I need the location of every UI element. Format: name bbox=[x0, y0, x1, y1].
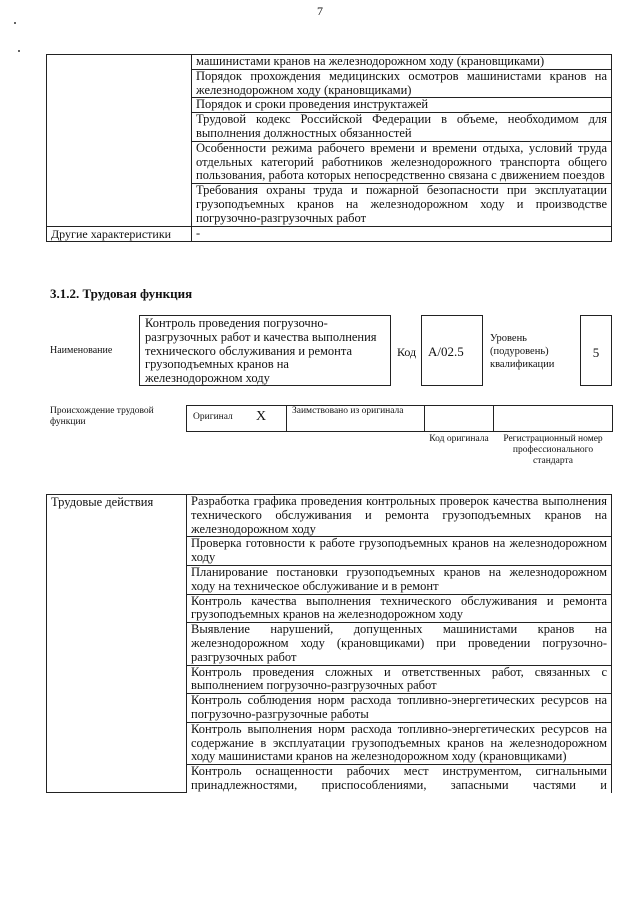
code-origin-caption: Код оригинала bbox=[429, 434, 489, 444]
section-title: 3.1.2. Трудовая функция bbox=[50, 286, 193, 301]
table-cell: машинистами кранов на железнодорожном ходу (крановщиками) bbox=[192, 55, 612, 70]
level-value: 5 bbox=[580, 315, 612, 386]
actions-table bbox=[46, 494, 612, 793]
table-cell: Трудовой кодекс Российской Федерации в объеме, необходимом для выполнения должностных обязанностей bbox=[192, 113, 612, 142]
original-label: Оригинал bbox=[193, 412, 233, 422]
table-cell: Порядок и сроки проведения инструктажей bbox=[192, 98, 612, 113]
borrowed-label: Заимствовано из оригинала bbox=[292, 406, 404, 416]
function-name: Контроль проведения погрузочно-разгрузочных работ и качества выполнения технического обслуживания и ремонта грузоподъемных кранов на железнодорожном ходу bbox=[139, 315, 391, 386]
table-cell: Разработка графика проведения контрольных проверок качества выполнения технического обслуживания и ремонта грузоподъемных кранов на железнодорожном ходу bbox=[187, 495, 612, 537]
reg-number-caption: Регистрационный номер профессионального стандарта bbox=[503, 434, 603, 466]
actions-label: Трудовые действия bbox=[47, 495, 187, 793]
table-cell: Выявление нарушений, допущенных машинистами кранов на железнодорожном ходу (крановщиками) при проведении погрузочно-разгрузочных работ bbox=[187, 623, 612, 665]
table-row bbox=[47, 55, 612, 70]
origin-label: Происхождение трудовой функции bbox=[50, 406, 154, 427]
level-label: Уровень (подуровень) квалификации bbox=[490, 333, 555, 370]
table-cell: Требования охраны труда и пожарной безопасности при эксплуатации грузоподъемных кранов на железнодорожном ходу и производстве погрузочно-разгрузочных работ bbox=[192, 184, 612, 226]
other-characteristics-label: Другие характеристики bbox=[47, 226, 192, 241]
table-cell: Проверка готовности к работе грузоподъемных кранов на железнодорожном ходу bbox=[187, 537, 612, 566]
table-cell: Контроль качества выполнения технического обслуживания и ремонта грузоподъемных кранов на железнодорожном ходу bbox=[187, 594, 612, 623]
code-label: Код bbox=[397, 345, 417, 359]
scan-dot bbox=[18, 50, 20, 52]
table-cell: Контроль соблюдения норм расхода топливно-энергетических ресурсов на погрузочно-разгрузочные работы bbox=[187, 694, 612, 723]
knowledge-table bbox=[46, 54, 612, 242]
table-cell: Планирование постановки грузоподъемных кранов на железнодорожном ходу на техническое обслуживание и в ремонт bbox=[187, 565, 612, 594]
divider bbox=[286, 405, 287, 432]
table-cell: Контроль проведения сложных и ответственных работ, связанных с выполнением погрузочно-разгрузочных работ bbox=[187, 665, 612, 694]
function-code: А/02.5 bbox=[421, 315, 483, 386]
divider bbox=[493, 405, 494, 432]
table-cell: Контроль выполнения норм расхода топливно-энергетических ресурсов на содержание в эксплуатации грузоподъемных кранов на железнодорожном ходу машинистами кранов на железнодорожном ходу (крановщиками) bbox=[187, 722, 612, 764]
other-characteristics-value: - bbox=[192, 226, 612, 241]
table-cell: Порядок прохождения медицинских осмотров машинистами кранов на железнодорожном ходу (крановщиками) bbox=[192, 69, 612, 98]
name-label: Наименование bbox=[50, 345, 113, 356]
table-row bbox=[47, 495, 612, 537]
original-mark: X bbox=[256, 409, 267, 424]
divider bbox=[424, 405, 425, 432]
scan-dot bbox=[14, 22, 16, 24]
table-cell: Особенности режима рабочего времени и времени отдыха, условий труда отдельных категорий работников железнодорожного транспорта общего пользования, работа которых непосредственно связана с движением поездов bbox=[192, 141, 612, 183]
page-number: 7 bbox=[317, 4, 323, 18]
table-cell: Контроль оснащенности рабочих мест инструментом, сигнальными принадлежностями, приспособлениями, запасными частями и bbox=[187, 765, 612, 793]
table-left-cell bbox=[47, 55, 192, 227]
table-row bbox=[47, 226, 612, 241]
